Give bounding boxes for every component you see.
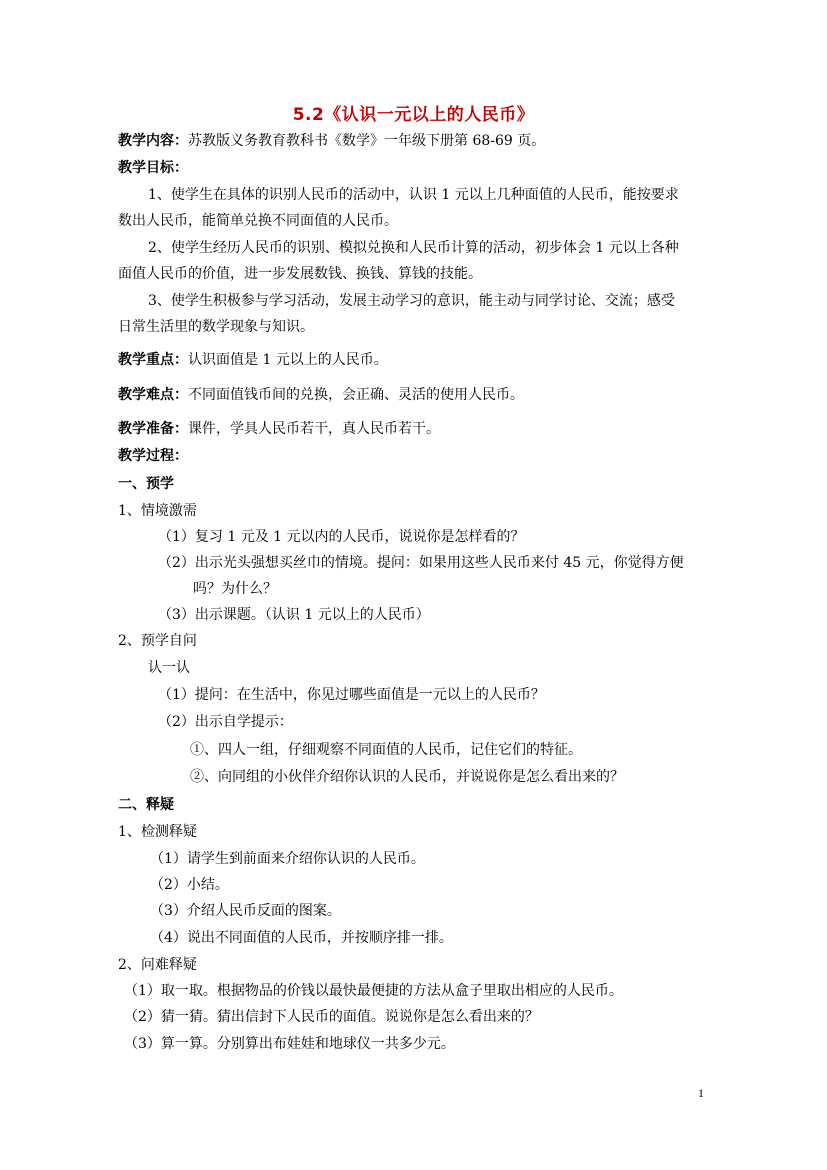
document-title: 5.2《认识一元以上的人民币》 — [292, 105, 535, 125]
step-3-d: （4）说出不同面值的人民币，并按顺序排一排。 — [150, 930, 453, 946]
goal-3-line-2: 日常生活里的数学现象与知识。 — [118, 319, 314, 335]
goal-2-line-1: 2、使学生经历人民币的识别、模拟兑换和人民币计算的活动，初步体会 1 元以上各种 — [148, 240, 679, 256]
preparation-line — [118, 419, 440, 439]
key-point-label: 教学重点： — [118, 352, 188, 368]
section-2-1-heading: 1、检测释疑 — [118, 824, 197, 840]
teaching-content-line — [118, 131, 545, 151]
step-2-b: （2）出示自学提示： — [158, 714, 293, 730]
key-point-line — [118, 350, 388, 370]
step-2-a: （1）提问：在生活中，你见过哪些面值是一元以上的人民币？ — [158, 687, 545, 703]
preparation-label: 教学准备： — [118, 421, 188, 437]
step-1-c: （3）出示课题。（认识 1 元以上的人民币） — [158, 607, 430, 623]
step-1-a: （1）复习 1 元及 1 元以内的人民币，说说你是怎样看的？ — [158, 529, 525, 545]
goal-3-line-1: 3、使学生积极参与学习活动，发展主动学习的意识，能主动与同学讨论、交流；感受 — [148, 293, 675, 309]
step-4-a: （1）取一取。根据物品的价钱以最快最便捷的方法从盒子里取出相应的人民币。 — [124, 983, 623, 999]
step-3-c: （3）介绍人民币反面的图案。 — [150, 903, 341, 919]
goal-1-line-1: 1、使学生在具体的识别人民币的活动中，认识 1 元以上几种面值的人民币，能按要求 — [148, 187, 679, 203]
section-1-heading: 一、预学 — [118, 476, 174, 492]
step-3-a: （1）请学生到前面来介绍你认识的人民币。 — [150, 851, 425, 867]
step-4-c: （3）算一算。分别算出布娃娃和地球仪一共多少元。 — [124, 1036, 455, 1052]
step-1-b-line-2: 吗？为什么？ — [193, 581, 277, 597]
section-2-heading: 二、释疑 — [118, 797, 174, 813]
step-1-b-line-1: （2）出示光头强想买丝巾的情境。提问：如果用这些人民币来付 45 元，你觉得方便 — [158, 555, 684, 571]
section-1-2-heading: 2、预学自问 — [118, 633, 197, 649]
section-2-2-heading: 2、问难释疑 — [118, 957, 197, 973]
step-2-b-2: ②、向同组的小伙伴介绍你认识的人民币，并说说你是怎么看出来的？ — [190, 769, 624, 785]
step-4-b: （2）猜一猜。猜出信封下人民币的面值。说说你是怎么看出来的？ — [124, 1009, 539, 1025]
key-point-text: 认识面值是 1 元以上的人民币。 — [188, 352, 388, 368]
teaching-content-label: 教学内容： — [118, 133, 188, 149]
recognize-heading: 认一认 — [148, 660, 190, 676]
step-3-b: （2）小结。 — [150, 877, 229, 893]
section-1-1-heading: 1、情境激需 — [118, 503, 197, 519]
goal-1-line-2: 数出人民币，能简单兑换不同面值的人民币。 — [118, 213, 398, 229]
process-label: 教学过程： — [118, 448, 188, 464]
preparation-text: 课件，学具人民币若干，真人民币若干。 — [188, 421, 440, 437]
difficulty-text: 不同面值钱币间的兑换，会正确、灵活的使用人民币。 — [188, 387, 524, 403]
teaching-goals-label: 教学目标： — [118, 160, 188, 176]
goal-2-line-2: 面值人民币的价值，进一步发展数钱、换钱、算钱的技能。 — [118, 266, 482, 282]
step-2-b-1: ①、四人一组，仔细观察不同面值的人民币，记住它们的特征。 — [190, 742, 582, 758]
difficulty-line — [118, 385, 524, 405]
teaching-content-text: 苏教版义务教育教科书《数学》一年级下册第 68-69 页。 — [188, 133, 546, 149]
page-number: 1 — [698, 1086, 704, 1100]
difficulty-label: 教学难点： — [118, 387, 188, 403]
